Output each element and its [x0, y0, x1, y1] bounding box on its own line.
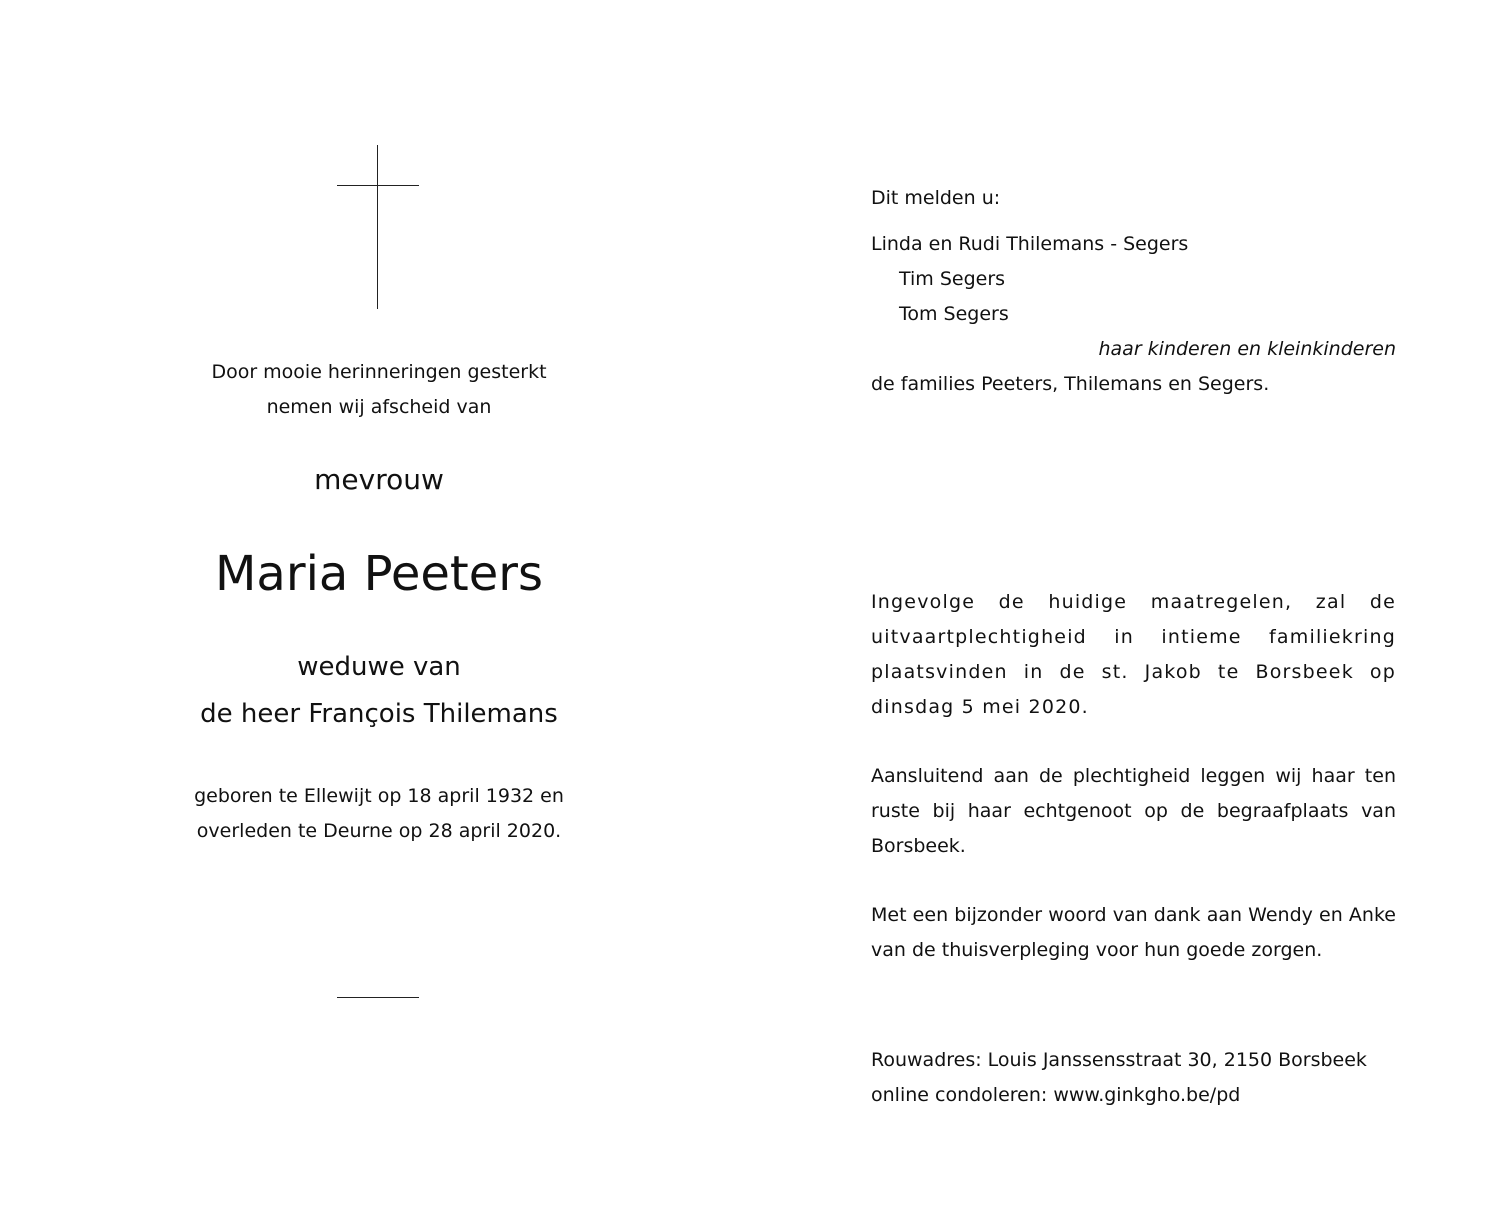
widow-line-1: weduwe van — [297, 652, 461, 682]
cross-vertical-bar — [377, 145, 378, 309]
intro-text — [140, 355, 618, 425]
widow-text — [140, 644, 618, 738]
intro-line-1: Door mooie herinneringen gesterkt — [211, 361, 547, 383]
grandchild-2: Tom Segers — [899, 303, 1009, 325]
thanks-paragraph: Met een bijzonder woord van dank aan Wendy en Anke van de thuisverpleging voor hun goede zorgen. — [871, 904, 1396, 961]
birth-death-dates — [140, 779, 618, 849]
family-announcement — [871, 181, 1396, 402]
intro-line-2: nemen wij afscheid van — [266, 396, 492, 418]
widow-line-2: de heer François Thilemans — [200, 699, 558, 729]
birth-line: geboren te Ellewijt op 18 april 1932 en — [194, 785, 564, 807]
mourning-address: Rouwadres: Louis Janssensstraat 30, 2150 Borsbeek — [871, 1049, 1367, 1071]
parents-line: Linda en Rudi Thilemans - Segers — [871, 233, 1189, 255]
deceased-name: Maria Peeters — [215, 546, 543, 602]
grandchild-1: Tim Segers — [899, 268, 1006, 290]
ceremony-paragraph: Ingevolge de huidige maatregelen, zal de uitvaartplechtigheid in intieme familiekring plaatsvinden in de st. Jakob te Borsbeek op dinsdag 5 mei 2020. — [871, 591, 1396, 718]
cross-horizontal-bar — [337, 185, 419, 186]
announce-intro: Dit melden u: — [871, 187, 1001, 209]
relation-line: haar kinderen en kleinkinderen — [1098, 338, 1396, 360]
death-line: overleden te Deurne op 28 april 2020. — [196, 820, 562, 842]
condolence-link[interactable]: online condoleren: www.ginkgho.be/pd — [871, 1084, 1241, 1106]
contact-block — [871, 1043, 1396, 1113]
families-line: de families Peeters, Thilemans en Segers. — [871, 373, 1270, 395]
burial-paragraph: Aansluitend aan de plechtigheid leggen wij haar ten ruste bij haar echtgenoot op de begraafplaats van Borsbeek. — [871, 765, 1396, 857]
bottom-divider — [337, 997, 419, 998]
salutation: mevrouw — [314, 463, 444, 496]
